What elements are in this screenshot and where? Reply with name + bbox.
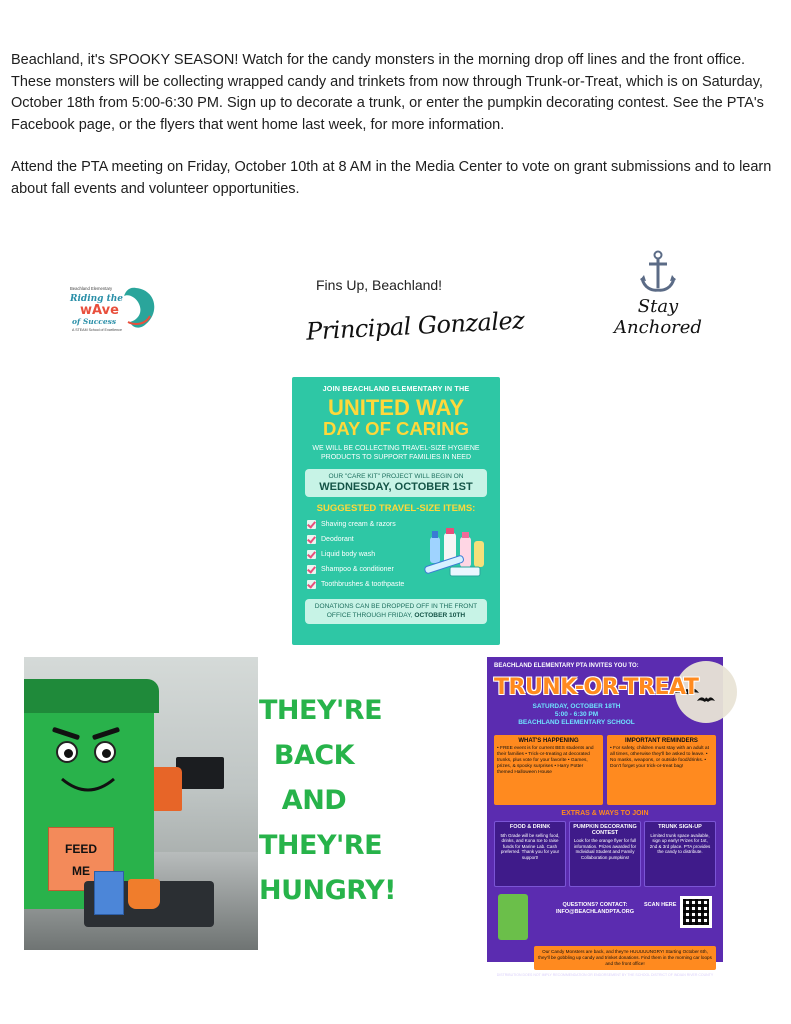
tot-signup-title: TRUNK SIGN-UP — [658, 824, 702, 830]
photo-brow-left — [52, 727, 80, 740]
tot-signup-box — [644, 821, 716, 887]
tot-happening-box — [494, 735, 603, 805]
logo-line-3: of Success — [72, 317, 117, 326]
tot-note: Our Candy Monsters are back, and they're HUUUUUNGRY! Starting October 6th, they'll be gobbling up candy and trinket donations. Find them in the morning car loops and the front office! — [534, 946, 716, 970]
tot-food-box — [494, 821, 566, 887]
list-item: Toothbrushes & toothpaste — [307, 577, 491, 592]
tot-reminders-box — [607, 735, 716, 805]
candy-monster-photo — [24, 657, 258, 950]
qr-code-icon — [680, 896, 712, 928]
uw-drop-text: DONATIONS CAN BE DROPPED OFF IN THE FRONT OFFICE THROUGH FRIDAY, — [314, 603, 478, 619]
logo-school-name: Beachland Elementary — [70, 286, 113, 291]
tot-questions: QUESTIONS? CONTACT: — [562, 902, 628, 908]
uw-drop-date: OCTOBER 10TH — [414, 611, 466, 619]
tot-date-block — [494, 703, 659, 727]
tot-pumpkin-title: PUMPKIN DECORATING CONTEST — [573, 824, 637, 836]
logo-line-1: Riding the — [70, 294, 124, 304]
tot-happening-title: WHAT'S HAPPENING — [518, 738, 579, 744]
photo-monitor — [176, 757, 224, 789]
list-item: Deodorant — [307, 532, 491, 547]
uw-title-1: UNITED WAY — [327, 395, 465, 420]
checkbox-icon — [307, 550, 316, 559]
checkbox-icon — [307, 580, 316, 589]
logo-line-2: wAve — [80, 303, 119, 318]
united-way-flyer — [292, 377, 500, 645]
tot-reminders-title: IMPORTANT REMINDERS — [625, 738, 698, 744]
intro-text — [11, 50, 781, 200]
sign-line-1: FEED — [64, 842, 97, 856]
tot-time: 5:00 - 6:30 PM — [554, 711, 599, 718]
tot-extras-row — [494, 821, 716, 887]
checkbox-icon — [307, 565, 316, 574]
uw-dropoff-box — [305, 599, 487, 624]
uw-care-line-2: WEDNESDAY, OCTOBER 1ST — [319, 481, 473, 493]
tot-invite: BEACHLAND ELEMENTARY PTA INVITES YOU TO: — [494, 663, 639, 669]
hygiene-products-icon — [420, 527, 490, 579]
uw-suggested-heading: SUGGESTED TRAVEL-SIZE ITEMS: — [316, 503, 476, 514]
sign-line-2: ME — [72, 864, 90, 878]
tot-food-title: FOOD & DRINK — [509, 824, 551, 830]
hungry-line: THEY'RE — [259, 695, 383, 726]
uw-title-2: DAY OF CARING — [323, 418, 469, 439]
tot-date: SATURDAY, OCTOBER 18TH — [532, 703, 621, 710]
tot-disclaimer: DISTRIBUTION DOES NOT IMPLY RECOMMENDATION OR ENDORSEMENT BY THE SCHOOL DISTRICT OF INDIAN RIVER COUNTY — [496, 973, 714, 977]
uw-collect-text: WE WILL BE COLLECTING TRAVEL-SIZE HYGIENE PRODUCTS TO SUPPORT FAMILIES IN NEED — [312, 445, 480, 461]
tot-food-text: 5th Grade will be selling food, drinks, and Kona Ice to raise funds for Marine Lab. Cash preferred. Thank you for your support! — [500, 832, 560, 860]
photo-eye-left — [56, 741, 78, 763]
tot-contact — [556, 902, 634, 916]
hungry-line: BACK — [273, 740, 355, 771]
tot-place: BEACHLAND ELEMENTARY SCHOOL — [518, 719, 635, 726]
theyre-back-heading — [259, 688, 396, 913]
uw-join: JOIN BEACHLAND ELEMENTARY IN THE — [322, 384, 470, 393]
principal-signature: Principal Gonzalez — [305, 306, 525, 346]
photo-brow-right — [92, 727, 120, 740]
list-item: Liquid body wash — [307, 547, 491, 562]
tot-reminders-text: • For safety, children must stay with an adult at all times, otherwise they'll be asked to leave. • No masks, weapons, or outside food/drinks. • Don't forget your trick-or-treat bag! — [610, 746, 709, 769]
school-logo — [66, 282, 158, 338]
checkbox-icon — [307, 535, 316, 544]
hungry-line: THEY'RE — [259, 830, 383, 861]
trunk-or-treat-flyer — [487, 657, 723, 977]
uw-care-line-1: OUR "CARE KIT" PROJECT WILL BEGIN ON — [328, 473, 464, 480]
tot-scan-label: SCAN HERE — [644, 902, 677, 908]
tot-extras-heading: EXTRAS & WAYS TO JOIN — [561, 810, 649, 817]
tot-pumpkin-box — [569, 821, 641, 887]
hungry-line: AND — [281, 785, 347, 816]
tot-title: TRUNK-OR-TREAT — [494, 675, 699, 700]
tot-email: INFO@BEACHLANDPTA.ORG — [556, 909, 634, 915]
photo-eye-right — [94, 741, 116, 763]
intro-paragraph-2: Attend the PTA meeting on Friday, October 10th at 8 AM in the Media Center to vote on grant submissions and to learn about fall events and volunteer opportunities. — [11, 159, 772, 197]
logo-tagline: A STEAM School of Excellence — [72, 328, 122, 332]
stay-anchored-block — [598, 250, 718, 338]
stay-anchored-text: Stay Anchored — [614, 296, 702, 338]
list-item: Shaving cream & razors — [307, 517, 491, 532]
tot-contact-row — [494, 892, 716, 944]
uw-care-kit-box — [305, 469, 487, 497]
photo-mouth — [58, 775, 118, 797]
photo-monster-lid — [24, 679, 159, 713]
tot-info-row — [494, 735, 716, 805]
tot-happening-text: • FREE event is for current BES students and their families • Trick-or-treating at decorated trunks, plus vote for your favorite • Games, prizes, & spooky surprises • Harry Potter themed Halloween House — [497, 746, 594, 775]
tot-signup-text: Limited trunk space available, sign up early! Prizes for 1st, 2nd & 3rd place. PTA provides the candy to distribute. — [649, 832, 711, 855]
intro-paragraph-1: Beachland, it's SPOOKY SEASON! Watch for the candy monsters in the morning drop off lines and the front office. These monsters will be collecting wrapped candy and trinkets from now through Trunk-or-Treat, which is on Saturday, October 18th from 5:00-6:30 PM. Sign up to decorate a trunk, or enter the pumpkin decorating contest. See the PTA's Facebook page, or the flyers that went home last week, for more information. — [11, 52, 764, 133]
photo-green-monster — [24, 679, 154, 909]
checkbox-icon — [307, 520, 316, 529]
photo-milk-carton — [94, 871, 124, 915]
closing-text: Fins Up, Beachland! — [316, 277, 443, 293]
anchor-icon — [638, 250, 678, 294]
hungry-line: HUNGRY! — [259, 875, 396, 906]
tot-pumpkin-text: Look for the orange flyer for full information. Prizes awarded for Individual Student and Family Collaboration pumpkins! — [573, 838, 637, 860]
photo-fruit-cup — [128, 879, 160, 909]
list-item: Shampoo & conditioner — [307, 562, 491, 577]
candy-monster-icon — [498, 894, 528, 940]
